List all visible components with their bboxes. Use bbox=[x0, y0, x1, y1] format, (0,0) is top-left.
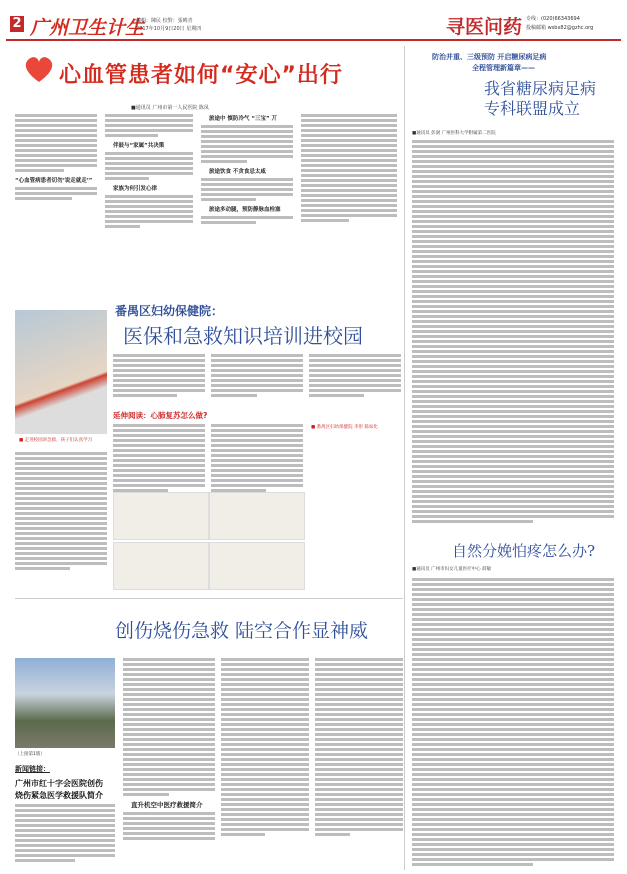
rescue-title: 创伤烧伤急救 陆空合作显神威 bbox=[115, 620, 369, 642]
cpr-col-left bbox=[15, 452, 107, 572]
training-col-2 bbox=[211, 354, 303, 399]
contact-email: 投稿邮箱 wsbx82@gzhc.org bbox=[526, 25, 594, 31]
lead-col-2 bbox=[105, 114, 193, 230]
rescue-col-4 bbox=[315, 658, 403, 838]
training-photo bbox=[15, 310, 107, 434]
lead-byline: ■通讯员 广州市第一人民医院 陈凤 bbox=[131, 105, 209, 111]
training-col-1 bbox=[113, 354, 205, 399]
lead-subhead-5: 旅途饮食 不贪食忌太咸 bbox=[209, 169, 266, 175]
lead-title: 心血管患者如何“安心”出行 bbox=[59, 63, 343, 88]
header-rule bbox=[6, 39, 621, 41]
heart-graphic bbox=[21, 54, 57, 84]
rescue-subtitle-line1: 广州市红十字会医院创伤 bbox=[15, 779, 103, 788]
cpr-diagram-1 bbox=[113, 492, 209, 540]
rescue-news-label: 新闻链接： bbox=[15, 765, 50, 773]
paper-name: 广州卫生计生 bbox=[30, 17, 145, 39]
issue-meta-1: 編輯：陳民 校對：張曉青 bbox=[136, 18, 193, 24]
training-title-line2: 医保和急救知识培训进校园 bbox=[123, 324, 363, 348]
masthead bbox=[6, 3, 621, 47]
page-number-badge: 2 bbox=[10, 16, 24, 32]
diabetes-article bbox=[408, 46, 618, 546]
rescue-subtitle-line2: 烧伤紧急医学救援队简介 bbox=[15, 791, 103, 800]
cpr-col-middle bbox=[113, 424, 205, 494]
cpr-diagram-2 bbox=[209, 492, 305, 540]
diabetes-title-line1: 我省糖尿病足病 bbox=[484, 79, 597, 98]
diabetes-kicker-2: 全程管理新篇章—— bbox=[472, 64, 535, 72]
childbirth-article bbox=[408, 540, 618, 870]
lead-subhead-1: “心血管病患者切勿‘说走就走’” bbox=[15, 178, 93, 184]
cpr-col-right bbox=[211, 424, 303, 494]
diabetes-title-line2: 专科联盟成立 bbox=[484, 99, 581, 118]
lead-subhead-3: 家族为何引发心律 bbox=[113, 186, 158, 192]
rescue-subhead-2: 直升机空中医疗救援简介 bbox=[131, 801, 203, 809]
childbirth-title: 自然分娩怕疼怎么办? bbox=[452, 542, 596, 560]
lead-subhead-6: 旅途多动腿，预防静脉血栓塞 bbox=[209, 207, 281, 213]
lead-subhead-2: 伴鼓与“家属”共决策 bbox=[113, 143, 165, 149]
cpr-diagram-3 bbox=[113, 542, 209, 590]
rescue-photo bbox=[15, 658, 115, 748]
training-title-line1: 番禺区妇幼保健院： bbox=[115, 304, 224, 318]
rescue-col-3 bbox=[221, 658, 309, 838]
rescue-photo-caption: （上接第1版） bbox=[15, 752, 45, 757]
lead-col-1 bbox=[15, 114, 97, 202]
rescue-col-2 bbox=[123, 658, 215, 842]
rescue-article bbox=[15, 598, 403, 870]
training-col-3 bbox=[309, 354, 401, 399]
section-title: 寻医问药 bbox=[446, 16, 523, 38]
childbirth-byline: ■通讯员 广州市妇女儿童医疗中心 薛敏 bbox=[412, 567, 492, 572]
training-article bbox=[15, 292, 403, 592]
diabetes-byline: ■通讯员 彭澍 广州医科大学附属第二医院 bbox=[412, 131, 496, 136]
lead-col-3 bbox=[201, 114, 293, 226]
training-credit: ■ 番禺区妇幼保健院 李彤 陈如化 bbox=[311, 425, 379, 430]
hotline: 专线：(020)66343694 bbox=[526, 16, 580, 22]
lead-article bbox=[15, 46, 400, 289]
cpr-diagram-4 bbox=[209, 542, 305, 590]
column-divider bbox=[404, 46, 405, 870]
cpr-subtitle: 延伸阅读：心肺复苏怎么做? bbox=[113, 411, 208, 420]
rescue-col-1 bbox=[15, 804, 115, 864]
cpr-diagram-grid bbox=[113, 492, 303, 588]
training-photo-caption: ■ 走进校园讲急救，孩子们认真学习 bbox=[19, 438, 93, 443]
lead-col-4 bbox=[301, 114, 397, 224]
diabetes-kicker-1: 防治并重、三级预防 开启糖尿病足病 bbox=[432, 53, 547, 61]
diabetes-body bbox=[412, 140, 614, 525]
childbirth-body bbox=[412, 578, 614, 868]
lead-subhead-4: 旅途中 慎防冷气 “三宝” 丌 bbox=[209, 116, 277, 122]
rescue-top-rule bbox=[15, 598, 403, 599]
issue-meta-2: 2017年10月9日20日 星期四 bbox=[136, 26, 202, 32]
